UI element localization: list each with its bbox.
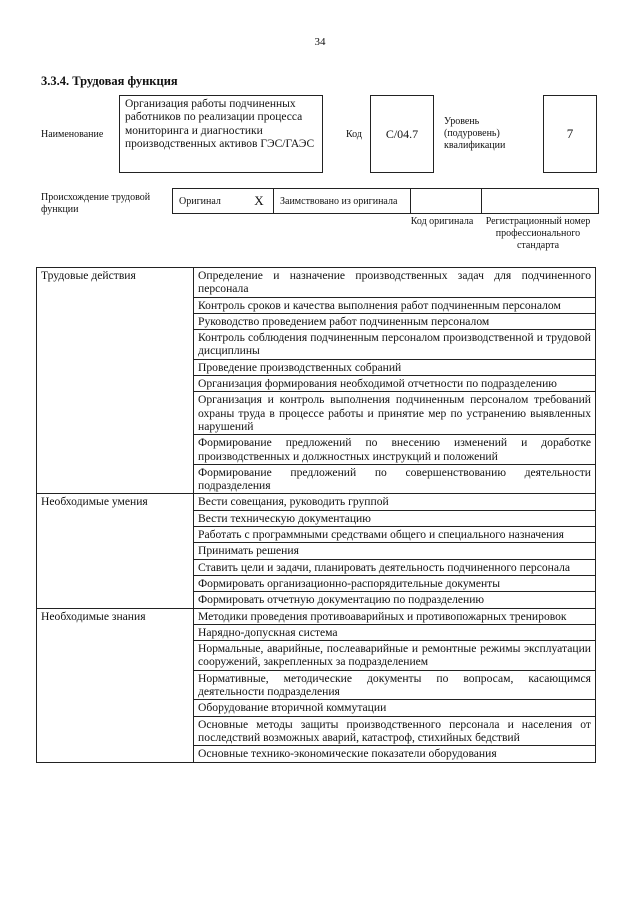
origin-borrowed-cell: Заимствовано из оригинала: [274, 189, 411, 214]
list-item: Руководство проведением работ подчиненным персоналом: [194, 313, 596, 329]
origin-label: Происхождение трудовой функции: [41, 192, 151, 215]
level-box: 7: [543, 95, 597, 173]
list-item: Формирование предложений по внесению изменений и доработке производственных и должностных инструкций и положений: [194, 435, 596, 465]
list-item: Формировать отчетную документацию по подразделению: [194, 592, 596, 608]
name-label: Наименование: [41, 129, 104, 140]
section-title: Необходимые умения: [37, 494, 194, 608]
function-name-box: Организация работы подчиненных работников по реализации процесса мониторинга и диагностики производственных активов ГЭС/ГАЭС: [119, 95, 323, 173]
list-item: Основные технико-экономические показатели оборудования: [194, 746, 596, 762]
list-item: Принимать решения: [194, 543, 596, 559]
list-item: Проведение производственных собраний: [194, 359, 596, 375]
section-heading: 3.3.4. Трудовая функция: [41, 74, 178, 88]
level-label: Уровень (подуровень) квалификации: [444, 116, 506, 151]
list-item: Контроль сроков и качества выполнения работ подчиненным персоналом: [194, 297, 596, 313]
list-item: Нормативные, методические документы по вопросам, касающимся деятельности подразделения: [194, 670, 596, 700]
list-item: Ставить цели и задачи, планировать деятельность подчиненного персонала: [194, 559, 596, 575]
list-item: Организация и контроль выполнения подчиненным персоналом требований охраны труда в процессе работы и принятие мер по устранению выявленных нарушений: [194, 392, 596, 435]
list-item: Формирование предложений по совершенствованию деятельности подразделения: [194, 464, 596, 494]
code-label: Код: [346, 129, 362, 140]
orig-code-cell: [411, 189, 482, 214]
list-item: Работать с программными средствами общего и специального назначения: [194, 527, 596, 543]
table-row: [37, 268, 596, 298]
reg-number-cell: [482, 189, 599, 214]
list-item: Нормальные, аварийные, послеаварийные и ремонтные режимы эксплуатации сооружений, закрепленных за подразделением: [194, 641, 596, 671]
origin-table: [172, 188, 599, 214]
table-row: [37, 608, 596, 624]
list-item: Контроль соблюдения подчиненным персоналом производственной и трудовой дисциплины: [194, 330, 596, 360]
origin-mark: X: [245, 189, 274, 214]
section-title: Необходимые знания: [37, 608, 194, 762]
list-item: Нарядно-допускная система: [194, 624, 596, 640]
list-item: Методики проведения противоаварийных и противопожарных тренировок: [194, 608, 596, 624]
list-item: Оборудование вторичной коммутации: [194, 700, 596, 716]
orig-code-caption: Код оригинала: [410, 216, 474, 227]
list-item: Вести совещания, руководить группой: [194, 494, 596, 510]
list-item: Вести техническую документацию: [194, 510, 596, 526]
list-item: Основные методы защиты производственного персонала и населения от последствий возможных аварий, катастроф, стихийных бедствий: [194, 716, 596, 746]
section-title: Трудовые действия: [37, 268, 194, 494]
code-box: С/04.7: [370, 95, 434, 173]
reg-number-caption: Регистрационный номер профессионального стандарта: [485, 216, 591, 251]
list-item: Организация формирования необходимой отчетности по подразделению: [194, 376, 596, 392]
list-item: Формировать организационно-распорядительные документы: [194, 575, 596, 591]
list-item: Определение и назначение производственных задач для подчиненного персонала: [194, 268, 596, 298]
origin-original-cell: Оригинал: [173, 189, 246, 214]
table-row: [37, 494, 596, 510]
function-content-table: [36, 267, 596, 763]
page-number: 34: [314, 36, 326, 48]
